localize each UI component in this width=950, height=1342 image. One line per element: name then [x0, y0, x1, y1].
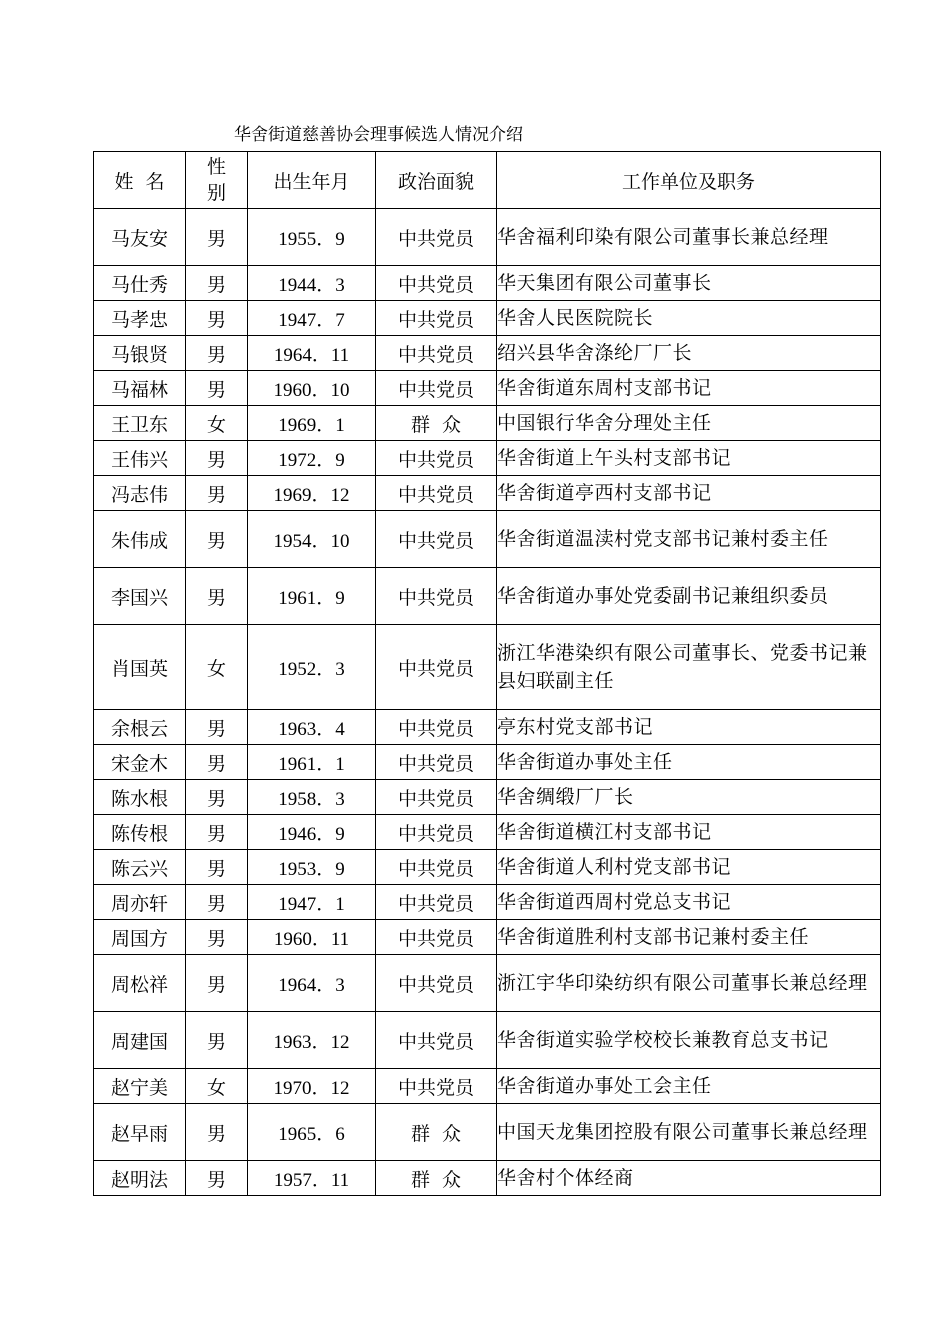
cell-name: 马福林 — [94, 371, 186, 406]
cell-birth: 1972．9 — [248, 441, 376, 476]
cell-birth: 1965．6 — [248, 1104, 376, 1161]
table-row — [94, 1104, 881, 1161]
cell-work: 华舍街道办事处主任 — [497, 745, 881, 780]
cell-birth: 1954．10 — [248, 511, 376, 568]
table-row — [94, 815, 881, 850]
header-party: 政治面貌 — [376, 152, 497, 209]
table-row — [94, 710, 881, 745]
cell-gender: 男 — [186, 920, 248, 955]
cell-gender: 男 — [186, 1104, 248, 1161]
cell-name: 周建国 — [94, 1012, 186, 1069]
cell-work: 华舍街道亭西村支部书记 — [497, 476, 881, 511]
cell-work: 华舍街道温渎村党支部书记兼村委主任 — [497, 511, 881, 568]
cell-party: 中共党员 — [376, 710, 497, 745]
table-row — [94, 371, 881, 406]
cell-party: 中共党员 — [376, 476, 497, 511]
cell-name: 马仕秀 — [94, 266, 186, 301]
cell-work: 华天集团有限公司董事长 — [497, 266, 881, 301]
cell-party: 中共党员 — [376, 745, 497, 780]
cell-party: 中共党员 — [376, 920, 497, 955]
candidate-table — [93, 151, 881, 1196]
cell-gender: 男 — [186, 301, 248, 336]
cell-birth: 1961．1 — [248, 745, 376, 780]
cell-gender: 男 — [186, 266, 248, 301]
cell-birth: 1963．4 — [248, 710, 376, 745]
document-title: 华舍街道慈善协会理事候选人情况介绍 — [234, 125, 523, 145]
cell-work: 亭东村党支部书记 — [497, 710, 881, 745]
cell-party: 中共党员 — [376, 336, 497, 371]
cell-gender: 男 — [186, 1161, 248, 1196]
cell-party: 中共党员 — [376, 209, 497, 266]
cell-name: 肖国英 — [94, 625, 186, 710]
cell-gender: 男 — [186, 336, 248, 371]
cell-gender: 男 — [186, 745, 248, 780]
cell-work: 华舍街道东周村支部书记 — [497, 371, 881, 406]
cell-name: 朱伟成 — [94, 511, 186, 568]
cell-birth: 1952．3 — [248, 625, 376, 710]
cell-gender: 男 — [186, 780, 248, 815]
cell-name: 周亦轩 — [94, 885, 186, 920]
table-row — [94, 920, 881, 955]
table-row — [94, 476, 881, 511]
cell-gender: 女 — [186, 406, 248, 441]
cell-work: 浙江华港染织有限公司董事长、党委书记兼 县妇联副主任 — [497, 625, 881, 710]
header-work: 工作单位及职务 — [497, 152, 881, 209]
table-row — [94, 406, 881, 441]
cell-party: 中共党员 — [376, 266, 497, 301]
cell-work: 华舍街道西周村党总支书记 — [497, 885, 881, 920]
cell-party: 中共党员 — [376, 780, 497, 815]
cell-birth: 1958．3 — [248, 780, 376, 815]
header-gender: 性 别 — [186, 152, 248, 209]
table-row — [94, 336, 881, 371]
cell-party: 中共党员 — [376, 625, 497, 710]
table-row — [94, 1069, 881, 1104]
table-row — [94, 625, 881, 710]
cell-party: 中共党员 — [376, 955, 497, 1012]
cell-work: 华舍福利印染有限公司董事长兼总经理 — [497, 209, 881, 266]
cell-gender: 男 — [186, 371, 248, 406]
cell-name: 陈云兴 — [94, 850, 186, 885]
cell-party: 中共党员 — [376, 371, 497, 406]
cell-birth: 1947．7 — [248, 301, 376, 336]
cell-work: 中国天龙集团控股有限公司董事长兼总经理 — [497, 1104, 881, 1161]
cell-name: 周松祥 — [94, 955, 186, 1012]
cell-birth: 1970．12 — [248, 1069, 376, 1104]
cell-gender: 男 — [186, 209, 248, 266]
table-row — [94, 885, 881, 920]
cell-name: 赵明法 — [94, 1161, 186, 1196]
cell-gender: 男 — [186, 710, 248, 745]
cell-gender: 男 — [186, 850, 248, 885]
cell-birth: 1969．12 — [248, 476, 376, 511]
header-birth: 出生年月 — [248, 152, 376, 209]
cell-name: 陈水根 — [94, 780, 186, 815]
table-row — [94, 955, 881, 1012]
cell-party: 中共党员 — [376, 815, 497, 850]
table-row — [94, 266, 881, 301]
table-row — [94, 1161, 881, 1196]
cell-name: 宋金木 — [94, 745, 186, 780]
table-row — [94, 301, 881, 336]
cell-party: 中共党员 — [376, 301, 497, 336]
table-body — [94, 209, 881, 1196]
cell-work: 华舍人民医院院长 — [497, 301, 881, 336]
cell-work: 华舍街道实验学校校长兼教育总支书记 — [497, 1012, 881, 1069]
cell-work: 绍兴县华舍涤纶厂厂长 — [497, 336, 881, 371]
cell-name: 马孝忠 — [94, 301, 186, 336]
cell-gender: 男 — [186, 568, 248, 625]
cell-birth: 1964．3 — [248, 955, 376, 1012]
cell-work: 华舍街道办事处党委副书记兼组织委员 — [497, 568, 881, 625]
table-row — [94, 745, 881, 780]
cell-party: 中共党员 — [376, 850, 497, 885]
cell-name: 余根云 — [94, 710, 186, 745]
table-row — [94, 209, 881, 266]
cell-birth: 1961．9 — [248, 568, 376, 625]
table-row — [94, 850, 881, 885]
cell-name: 王卫东 — [94, 406, 186, 441]
cell-gender: 男 — [186, 885, 248, 920]
cell-work: 浙江宇华印染纺织有限公司董事长兼总经理 — [497, 955, 881, 1012]
cell-party: 中共党员 — [376, 885, 497, 920]
table-row — [94, 1012, 881, 1069]
cell-birth: 1960．10 — [248, 371, 376, 406]
cell-party: 群 众 — [376, 1104, 497, 1161]
cell-name: 赵宁美 — [94, 1069, 186, 1104]
cell-gender: 男 — [186, 441, 248, 476]
cell-birth: 1946．9 — [248, 815, 376, 850]
cell-birth: 1969．1 — [248, 406, 376, 441]
cell-party: 中共党员 — [376, 441, 497, 476]
cell-work: 华舍街道横江村支部书记 — [497, 815, 881, 850]
cell-gender: 男 — [186, 476, 248, 511]
cell-birth: 1960．11 — [248, 920, 376, 955]
header-name: 姓 名 — [94, 152, 186, 209]
table-row — [94, 441, 881, 476]
table-row — [94, 780, 881, 815]
cell-name: 李国兴 — [94, 568, 186, 625]
cell-party: 中共党员 — [376, 568, 497, 625]
cell-birth: 1953．9 — [248, 850, 376, 885]
cell-name: 王伟兴 — [94, 441, 186, 476]
cell-name: 冯志伟 — [94, 476, 186, 511]
cell-party: 中共党员 — [376, 511, 497, 568]
cell-gender: 男 — [186, 815, 248, 850]
cell-birth: 1957．11 — [248, 1161, 376, 1196]
cell-name: 赵早雨 — [94, 1104, 186, 1161]
cell-work: 华舍街道办事处工会主任 — [497, 1069, 881, 1104]
cell-name: 周国方 — [94, 920, 186, 955]
cell-work: 华舍街道人利村党支部书记 — [497, 850, 881, 885]
cell-gender: 男 — [186, 511, 248, 568]
cell-party: 群 众 — [376, 406, 497, 441]
cell-gender: 男 — [186, 955, 248, 1012]
cell-birth: 1947．1 — [248, 885, 376, 920]
cell-birth: 1963．12 — [248, 1012, 376, 1069]
table-row — [94, 511, 881, 568]
table-row — [94, 568, 881, 625]
cell-party: 群 众 — [376, 1161, 497, 1196]
cell-work: 华舍街道胜利村支部书记兼村委主任 — [497, 920, 881, 955]
cell-birth: 1955．9 — [248, 209, 376, 266]
cell-party: 中共党员 — [376, 1012, 497, 1069]
cell-work: 华舍绸缎厂厂长 — [497, 780, 881, 815]
cell-birth: 1964．11 — [248, 336, 376, 371]
cell-work: 华舍村个体经商 — [497, 1161, 881, 1196]
cell-name: 马友安 — [94, 209, 186, 266]
cell-birth: 1944．3 — [248, 266, 376, 301]
cell-name: 陈传根 — [94, 815, 186, 850]
cell-gender: 女 — [186, 625, 248, 710]
cell-work: 华舍街道上午头村支部书记 — [497, 441, 881, 476]
cell-work: 中国银行华舍分理处主任 — [497, 406, 881, 441]
table-header-row — [94, 152, 881, 209]
cell-name: 马银贤 — [94, 336, 186, 371]
cell-gender: 女 — [186, 1069, 248, 1104]
cell-party: 中共党员 — [376, 1069, 497, 1104]
cell-gender: 男 — [186, 1012, 248, 1069]
